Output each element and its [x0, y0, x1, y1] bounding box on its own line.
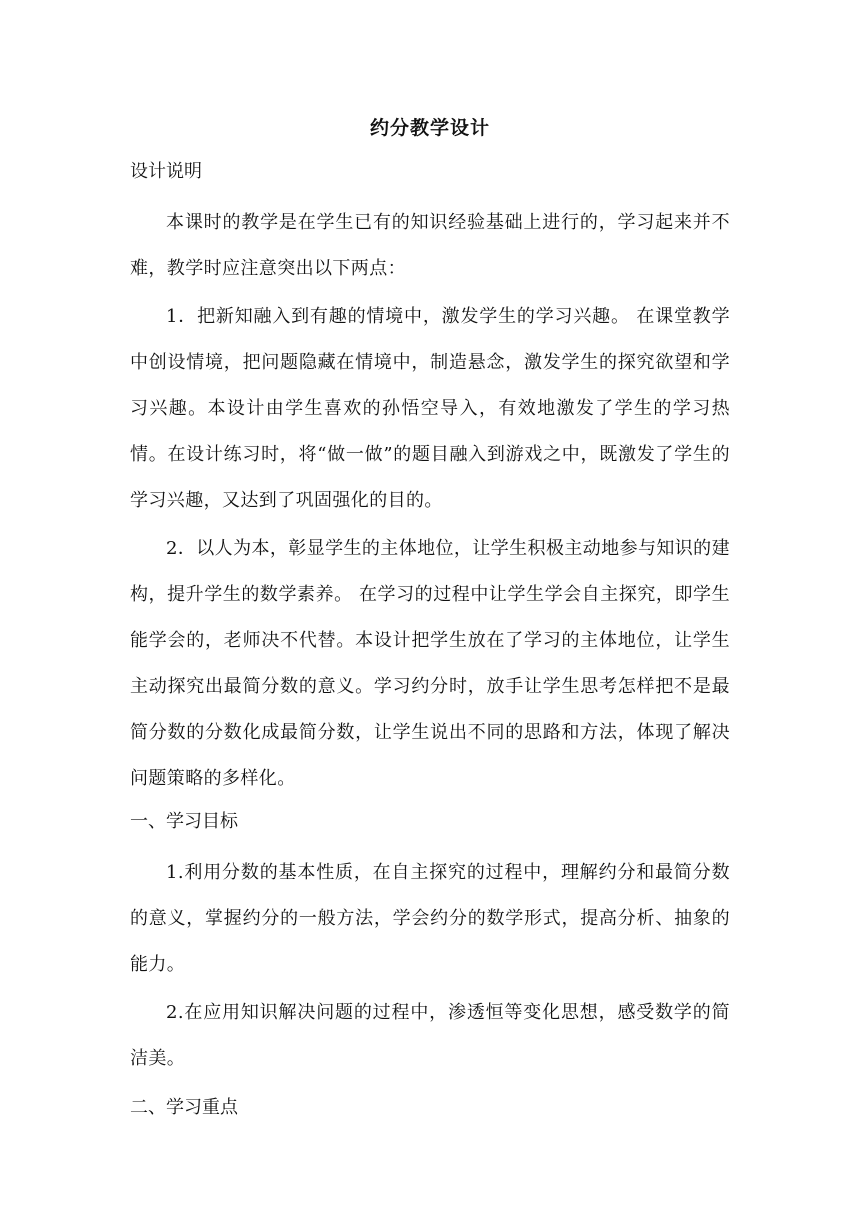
paragraph-point-2: 2．以人为本，彰显学生的主体地位，让学生积极主动地参与知识的建构，提升学生的数学素养。 在学习的过程中让学生学会自主探究，即学生能学会的，老师决不代替。本设计把学生放在了学习的主体地位，让学生主动探究出最简分数的意义。学习约分时，放手让学生思考怎样把不是最简分数的分数化成最简分数，让学生说出不同的思路和方法，体现了解决问题策略的多样化。 [130, 538, 730, 789]
section-heading-goals: 一、学习目标 [130, 811, 238, 832]
paragraph-point-1: 1．把新知融入到有趣的情境中，激发学生的学习兴趣。 在课堂教学中创设情境，把问题隐藏在情境中，制造悬念，激发学生的探究欲望和学习兴趣。本设计由学生喜欢的孙悟空导入，有效地激发了学生的学习热情。在设计练习时，将“做一做”的题目融入到游戏之中，既激发了学生的学习兴趣，又达到了巩固强化的目的。 [130, 306, 730, 511]
section-heading-design: 设计说明 [130, 161, 202, 182]
section-heading-key: 二、学习重点 [130, 1097, 238, 1118]
paragraph-goal-2: 2.在应用知识解决问题的过程中，渗透恒等变化思想，感受数学的简洁美。 [130, 1002, 730, 1069]
document-page [130, 112, 730, 1136]
document-title: 约分教学设计 [369, 117, 490, 139]
paragraph-goal-1: 1.利用分数的基本性质，在自主探究的过程中，理解约分和最简分数的意义，掌握约分的一般方法，学会约分的数学形式，提高分析、抽象的能力。 [130, 862, 730, 975]
paragraph-intro: 本课时的教学是在学生已有的知识经验基础上进行的，学习起来并不难，教学时应注意突出以下两点： [130, 212, 730, 279]
